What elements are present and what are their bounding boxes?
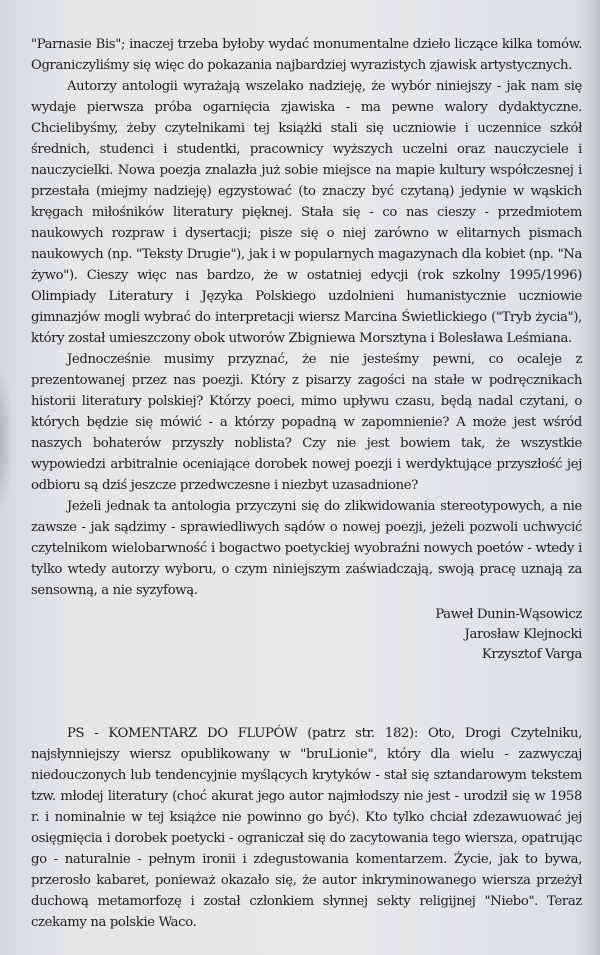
paragraph-intro: "Parnasie Bis"; inaczej trzeba byłoby wydać monumentalne dzieło liczące kilka tomów. Ograniczyliśmy się więc do pokazania najbardziej wyrazistych zjawisk artystycznych. — [31, 37, 582, 73]
signature-author: Krzysztof Varga — [481, 647, 582, 662]
signatures — [31, 605, 582, 665]
finger-shadow — [0, 360, 14, 520]
paragraph-hope: Autorzy antologii wyrażają wszelako nadzieję, że wybór niniejszy - jak nam się wydaje pierwsza próba ogarnięcia zjawiska - ma pewne walory dydaktyczne. Chcielibyśmy, żeby czytelnikami tej książki stali się uczniowie i uczennice szkół średnich, studenci i studentki, pracownicy wyższych uczelni oraz nauczyciele i nauczycielki. Nowa poezja znalazła już sobie miejsce na mapie kultury współczesnej i przestała (miejmy nadzieję) egzystować (to znaczy być czytaną) jedynie w wąskich kręgach miłośników literatury pięknej. Stała się - co nas cieszy - przedmiotem naukowych rozpraw i dysertacji; pisze się o niej zarówno w elitarnych pismach naukowych (np. "Teksty Drugie"), jak i w popularnych magazynach dla kobiet (np. "Na żywo"). Cieszy więc nas bardzo, że w ostatniej edycji (rok szkolny 1995/1996) Olimpiady Literatury i Języka Polskiego uzdolnieni humanistycznie uczniowie gimnazjów mogli wybrać do interpretacji wiersz Marcina Świetlickiego ("Tryb życia"), który został umieszczony obok utworów Zbigniewa Morsztyna i Bolesława Leśmiana. — [31, 79, 582, 346]
signature-author: Jarosław Klejnocki — [464, 627, 582, 642]
signature-author: Paweł Dunin-Wąsowicz — [435, 607, 582, 622]
page-text — [31, 34, 582, 933]
paragraph-uncertainty: Jednocześnie musimy przyznać, że nie jesteśmy pewni, co ocaleje z prezentowanej przez nas poezji. Który z pisarzy zagości na stałe w podręcznikach historii literatury polskiej? Którzy poeci, mimo upływu czasu, będą nadal czytani, o których będzie się mówić - a którzy popadną w zapomnienie? A może jest wśród naszych bohaterów przyszły noblista? Czy nie jest bowiem tak, że wszystkie wypowiedzi arbitralnie oceniające dorobek nowej poezji i werdyktujące przyszłość jej odbioru są dziś jeszcze przedwczesne i niezbyt uzasadnione? — [31, 352, 582, 493]
paragraph-conclusion: Jeżeli jednak ta antologia przyczyni się do zlikwidowania stereotypowych, a nie zawsze - jak sądzimy - sprawiedliwych sądów o nowej poezji, jeżeli pozwoli uchwycić czytelnikom wielobarwność i bogactwo poetyckiej wyobraźni nowych poetów - wtedy i tylko wtedy autorzy wyboru, o czym niniejszym zaświadczają, swoją pracę uznają za sensowną, a nie syzyfową. — [31, 499, 582, 598]
page-edge-shadow — [586, 0, 600, 955]
postscript: PS - KOMENTARZ DO FLUPÓW (patrz str. 182): Oto, Drogi Czytelniku, najsłynniejszy wiersz opublikowany w "bruLionie", który dla wielu - zazwyczaj niedouczonych lub tendencyjnie myślących krytyków - stał się sztandarowym tekstem tzw. młodej literatury (choć akurat jego autor najmłodszy nie jest - urodził się w 1958 r. i nominalnie w tej książce nie powinno go być). Kto tylko chciał zdezawuować jej osięgnięcia i dorobek poetycki - ograniczał się do zacytowania tego wiersza, opatrując go - naturalnie - pełnym ironii i zdegustowania komentarzem. Życie, jak to bywa, przerosło kabaret, ponieważ okazało się, że autor inkryminowanego wiersza przeżył duchową metamorfozę i został członkiem słynnej sekty religijnej "Niebo". Teraz czekamy na polskie Waco. — [31, 726, 582, 930]
